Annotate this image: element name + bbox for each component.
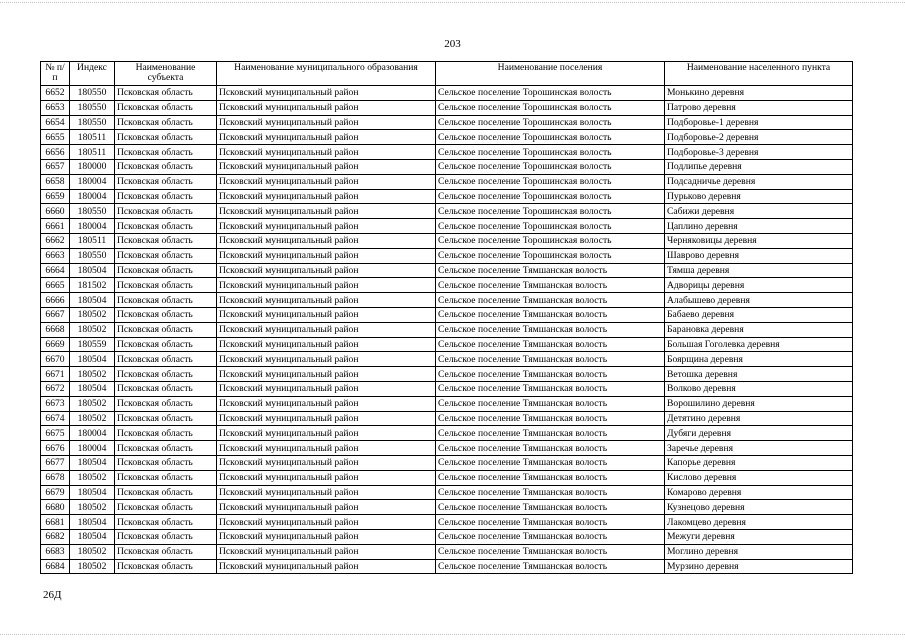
cell-municipality: Псковский муниципальный район	[217, 100, 436, 115]
cell-subject: Псковская область	[115, 352, 217, 367]
header-settlement: Наименование поселения	[436, 62, 665, 86]
cell-index: 180550	[70, 204, 115, 219]
cell-settlement: Сельское поселение Тямшанская волость	[436, 455, 665, 470]
cell-municipality: Псковский муниципальный район	[217, 441, 436, 456]
cell-index: 180004	[70, 174, 115, 189]
table-row	[41, 293, 853, 308]
cell-num: 6667	[41, 307, 70, 322]
table-row	[41, 352, 853, 367]
cell-settlement: Сельское поселение Тямшанская волость	[436, 500, 665, 515]
cell-locality: Капорье деревня	[665, 455, 853, 470]
table-row	[41, 529, 853, 544]
header-row	[41, 62, 853, 86]
cell-municipality: Псковский муниципальный район	[217, 515, 436, 530]
cell-num: 6663	[41, 248, 70, 263]
cell-index: 180004	[70, 219, 115, 234]
cell-locality: Моглино деревня	[665, 544, 853, 559]
cell-municipality: Псковский муниципальный район	[217, 381, 436, 396]
table-row	[41, 263, 853, 278]
cell-subject: Псковская область	[115, 470, 217, 485]
cell-settlement: Сельское поселение Торошинская волость	[436, 219, 665, 234]
cell-municipality: Псковский муниципальный район	[217, 263, 436, 278]
table-row	[41, 307, 853, 322]
cell-subject: Псковская область	[115, 322, 217, 337]
cell-municipality: Псковский муниципальный район	[217, 115, 436, 130]
cell-locality: Цаплино деревня	[665, 219, 853, 234]
cell-index: 180511	[70, 233, 115, 248]
cell-subject: Псковская область	[115, 426, 217, 441]
cell-subject: Псковская область	[115, 115, 217, 130]
locality-table	[40, 61, 853, 574]
cell-num: 6679	[41, 485, 70, 500]
cell-subject: Псковская область	[115, 559, 217, 574]
cell-settlement: Сельское поселение Тямшанская волость	[436, 441, 665, 456]
cell-municipality: Псковский муниципальный район	[217, 130, 436, 145]
scan-edge-bottom	[0, 634, 905, 636]
cell-num: 6674	[41, 411, 70, 426]
cell-municipality: Псковский муниципальный район	[217, 426, 436, 441]
cell-index: 180504	[70, 293, 115, 308]
cell-num: 6678	[41, 470, 70, 485]
cell-locality: Боярщина деревня	[665, 352, 853, 367]
cell-index: 180502	[70, 411, 115, 426]
cell-municipality: Псковский муниципальный район	[217, 455, 436, 470]
table-row	[41, 559, 853, 574]
cell-municipality: Псковский муниципальный район	[217, 189, 436, 204]
cell-locality: Подборовье-2 деревня	[665, 130, 853, 145]
cell-locality: Черняковицы деревня	[665, 233, 853, 248]
cell-settlement: Сельское поселение Торошинская волость	[436, 189, 665, 204]
cell-municipality: Псковский муниципальный район	[217, 204, 436, 219]
cell-num: 6668	[41, 322, 70, 337]
footer-code: 26Д	[43, 589, 62, 601]
table-row	[41, 86, 853, 101]
cell-locality: Алабышево деревня	[665, 293, 853, 308]
cell-locality: Волково деревня	[665, 381, 853, 396]
header-index: Индекс	[70, 62, 115, 86]
cell-settlement: Сельское поселение Тямшанская волость	[436, 426, 665, 441]
cell-index: 180502	[70, 500, 115, 515]
cell-locality: Заречье деревня	[665, 441, 853, 456]
cell-locality: Лакомцево деревня	[665, 515, 853, 530]
cell-subject: Псковская область	[115, 455, 217, 470]
cell-municipality: Псковский муниципальный район	[217, 529, 436, 544]
cell-locality: Подсадничье деревня	[665, 174, 853, 189]
table-row	[41, 322, 853, 337]
cell-index: 180550	[70, 248, 115, 263]
cell-settlement: Сельское поселение Торошинская волость	[436, 115, 665, 130]
cell-index: 180502	[70, 367, 115, 382]
cell-locality: Бабаево деревня	[665, 307, 853, 322]
table-row	[41, 145, 853, 160]
cell-municipality: Псковский муниципальный район	[217, 485, 436, 500]
table-row	[41, 248, 853, 263]
header-municipality: Наименование муниципального образования	[217, 62, 436, 86]
cell-locality: Патрово деревня	[665, 100, 853, 115]
table-row	[41, 278, 853, 293]
cell-subject: Псковская область	[115, 86, 217, 101]
table-row	[41, 455, 853, 470]
cell-index: 180511	[70, 145, 115, 160]
cell-subject: Псковская область	[115, 411, 217, 426]
cell-settlement: Сельское поселение Тямшанская волость	[436, 322, 665, 337]
header-subject: Наименование субъекта	[115, 62, 217, 86]
cell-subject: Псковская область	[115, 248, 217, 263]
cell-num: 6662	[41, 233, 70, 248]
cell-num: 6669	[41, 337, 70, 352]
cell-municipality: Псковский муниципальный район	[217, 352, 436, 367]
cell-settlement: Сельское поселение Тямшанская волость	[436, 367, 665, 382]
cell-settlement: Сельское поселение Тямшанская волость	[436, 515, 665, 530]
cell-settlement: Сельское поселение Тямшанская волость	[436, 544, 665, 559]
cell-locality: Кислово деревня	[665, 470, 853, 485]
cell-settlement: Сельское поселение Торошинская волость	[436, 159, 665, 174]
cell-num: 6684	[41, 559, 70, 574]
cell-num: 6677	[41, 455, 70, 470]
cell-settlement: Сельское поселение Тямшанская волость	[436, 352, 665, 367]
cell-num: 6654	[41, 115, 70, 130]
cell-locality: Межуги деревня	[665, 529, 853, 544]
cell-subject: Псковская область	[115, 441, 217, 456]
table-row	[41, 367, 853, 382]
cell-locality: Кузнецово деревня	[665, 500, 853, 515]
cell-num: 6673	[41, 396, 70, 411]
cell-num: 6666	[41, 293, 70, 308]
cell-locality: Шаврово деревня	[665, 248, 853, 263]
cell-settlement: Сельское поселение Торошинская волость	[436, 86, 665, 101]
table-row	[41, 396, 853, 411]
cell-num: 6657	[41, 159, 70, 174]
cell-index: 180504	[70, 455, 115, 470]
cell-settlement: Сельское поселение Тямшанская волость	[436, 529, 665, 544]
header-locality: Наименование населенного пункта	[665, 62, 853, 86]
cell-num: 6665	[41, 278, 70, 293]
table-row	[41, 337, 853, 352]
cell-num: 6652	[41, 86, 70, 101]
cell-subject: Псковская область	[115, 381, 217, 396]
cell-index: 180511	[70, 130, 115, 145]
cell-settlement: Сельское поселение Торошинская волость	[436, 174, 665, 189]
cell-num: 6672	[41, 381, 70, 396]
cell-municipality: Псковский муниципальный район	[217, 145, 436, 160]
cell-index: 180504	[70, 352, 115, 367]
cell-num: 6671	[41, 367, 70, 382]
table-row	[41, 426, 853, 441]
cell-subject: Псковская область	[115, 145, 217, 160]
table-header	[41, 62, 853, 86]
cell-settlement: Сельское поселение Торошинская волость	[436, 145, 665, 160]
table-row	[41, 441, 853, 456]
cell-locality: Подлипье деревня	[665, 159, 853, 174]
cell-settlement: Сельское поселение Тямшанская волость	[436, 278, 665, 293]
cell-index: 180004	[70, 441, 115, 456]
cell-subject: Псковская область	[115, 219, 217, 234]
cell-settlement: Сельское поселение Тямшанская волость	[436, 559, 665, 574]
table-row	[41, 204, 853, 219]
cell-index: 180504	[70, 381, 115, 396]
cell-num: 6655	[41, 130, 70, 145]
cell-settlement: Сельское поселение Тямшанская волость	[436, 396, 665, 411]
cell-settlement: Сельское поселение Тямшанская волость	[436, 381, 665, 396]
cell-index: 180550	[70, 86, 115, 101]
table-row	[41, 500, 853, 515]
cell-num: 6664	[41, 263, 70, 278]
cell-index: 181502	[70, 278, 115, 293]
cell-subject: Псковская область	[115, 544, 217, 559]
cell-municipality: Псковский муниципальный район	[217, 470, 436, 485]
table-row	[41, 174, 853, 189]
table-row	[41, 100, 853, 115]
cell-num: 6680	[41, 500, 70, 515]
cell-settlement: Сельское поселение Торошинская волость	[436, 130, 665, 145]
cell-index: 180504	[70, 485, 115, 500]
cell-locality: Мурзино деревня	[665, 559, 853, 574]
cell-locality: Ворошилино деревня	[665, 396, 853, 411]
table-row	[41, 381, 853, 396]
cell-index: 180502	[70, 559, 115, 574]
cell-settlement: Сельское поселение Тямшанская волость	[436, 485, 665, 500]
cell-index: 180502	[70, 544, 115, 559]
cell-locality: Подборовье-3 деревня	[665, 145, 853, 160]
cell-municipality: Псковский муниципальный район	[217, 248, 436, 263]
cell-num: 6683	[41, 544, 70, 559]
cell-subject: Псковская область	[115, 367, 217, 382]
cell-settlement: Сельское поселение Тямшанская волость	[436, 411, 665, 426]
cell-municipality: Псковский муниципальный район	[217, 233, 436, 248]
cell-locality: Ветошка деревня	[665, 367, 853, 382]
cell-municipality: Псковский муниципальный район	[217, 396, 436, 411]
cell-subject: Псковская область	[115, 500, 217, 515]
cell-index: 180502	[70, 322, 115, 337]
cell-index: 180004	[70, 189, 115, 204]
cell-index: 180550	[70, 100, 115, 115]
cell-settlement: Сельское поселение Тямшанская волость	[436, 470, 665, 485]
cell-subject: Псковская область	[115, 130, 217, 145]
cell-index: 180504	[70, 263, 115, 278]
cell-settlement: Сельское поселение Торошинская волость	[436, 248, 665, 263]
cell-subject: Псковская область	[115, 233, 217, 248]
cell-settlement: Сельское поселение Тямшанская волость	[436, 293, 665, 308]
cell-index: 180550	[70, 115, 115, 130]
cell-locality: Барановка деревня	[665, 322, 853, 337]
cell-index: 180000	[70, 159, 115, 174]
cell-locality: Сабижи деревня	[665, 204, 853, 219]
cell-index: 180502	[70, 470, 115, 485]
cell-subject: Псковская область	[115, 159, 217, 174]
cell-municipality: Псковский муниципальный район	[217, 337, 436, 352]
table-row	[41, 233, 853, 248]
cell-municipality: Псковский муниципальный район	[217, 219, 436, 234]
cell-num: 6656	[41, 145, 70, 160]
cell-municipality: Псковский муниципальный район	[217, 86, 436, 101]
cell-subject: Псковская область	[115, 278, 217, 293]
cell-num: 6653	[41, 100, 70, 115]
cell-index: 180504	[70, 515, 115, 530]
cell-locality: Тямша деревня	[665, 263, 853, 278]
cell-subject: Псковская область	[115, 307, 217, 322]
cell-settlement: Сельское поселение Торошинская волость	[436, 204, 665, 219]
cell-num: 6658	[41, 174, 70, 189]
page-number: 203	[444, 38, 461, 50]
cell-municipality: Псковский муниципальный район	[217, 293, 436, 308]
table-row	[41, 470, 853, 485]
cell-municipality: Псковский муниципальный район	[217, 278, 436, 293]
cell-municipality: Псковский муниципальный район	[217, 544, 436, 559]
cell-locality: Адворицы деревня	[665, 278, 853, 293]
cell-settlement: Сельское поселение Торошинская волость	[436, 100, 665, 115]
table-row	[41, 189, 853, 204]
cell-num: 6676	[41, 441, 70, 456]
cell-num: 6660	[41, 204, 70, 219]
cell-subject: Псковская область	[115, 396, 217, 411]
cell-num: 6670	[41, 352, 70, 367]
cell-locality: Большая Гоголевка деревня	[665, 337, 853, 352]
cell-subject: Псковская область	[115, 189, 217, 204]
cell-settlement: Сельское поселение Тямшанская волость	[436, 263, 665, 278]
cell-index: 180502	[70, 307, 115, 322]
cell-num: 6682	[41, 529, 70, 544]
cell-locality: Подборовье-1 деревня	[665, 115, 853, 130]
cell-index: 180004	[70, 426, 115, 441]
cell-locality: Монькино деревня	[665, 86, 853, 101]
table-row	[41, 115, 853, 130]
cell-index: 180502	[70, 396, 115, 411]
cell-num: 6675	[41, 426, 70, 441]
cell-subject: Псковская область	[115, 100, 217, 115]
scan-edge-top	[0, 2, 905, 4]
cell-subject: Псковская область	[115, 529, 217, 544]
cell-subject: Псковская область	[115, 337, 217, 352]
table-row	[41, 515, 853, 530]
cell-municipality: Псковский муниципальный район	[217, 500, 436, 515]
cell-num: 6659	[41, 189, 70, 204]
table-row	[41, 544, 853, 559]
cell-subject: Псковская область	[115, 263, 217, 278]
cell-locality: Комарово деревня	[665, 485, 853, 500]
table-body	[41, 86, 853, 574]
table-row	[41, 130, 853, 145]
cell-settlement: Сельское поселение Тямшанская волость	[436, 337, 665, 352]
cell-num: 6661	[41, 219, 70, 234]
cell-municipality: Псковский муниципальный район	[217, 307, 436, 322]
table-row	[41, 411, 853, 426]
cell-locality: Детятино деревня	[665, 411, 853, 426]
cell-subject: Псковская область	[115, 204, 217, 219]
cell-subject: Псковская область	[115, 485, 217, 500]
cell-municipality: Псковский муниципальный район	[217, 174, 436, 189]
table-row	[41, 159, 853, 174]
cell-settlement: Сельское поселение Тямшанская волость	[436, 307, 665, 322]
table-row	[41, 219, 853, 234]
cell-settlement: Сельское поселение Торошинская волость	[436, 233, 665, 248]
cell-municipality: Псковский муниципальный район	[217, 411, 436, 426]
cell-subject: Псковская область	[115, 174, 217, 189]
cell-index: 180504	[70, 529, 115, 544]
cell-locality: Дубяги деревня	[665, 426, 853, 441]
table-row	[41, 485, 853, 500]
cell-municipality: Псковский муниципальный район	[217, 367, 436, 382]
cell-municipality: Псковский муниципальный район	[217, 322, 436, 337]
cell-subject: Псковская область	[115, 515, 217, 530]
cell-num: 6681	[41, 515, 70, 530]
cell-index: 180559	[70, 337, 115, 352]
cell-municipality: Псковский муниципальный район	[217, 559, 436, 574]
cell-municipality: Псковский муниципальный район	[217, 159, 436, 174]
cell-locality: Пурьково деревня	[665, 189, 853, 204]
cell-subject: Псковская область	[115, 293, 217, 308]
header-num: № п/п	[41, 62, 70, 86]
